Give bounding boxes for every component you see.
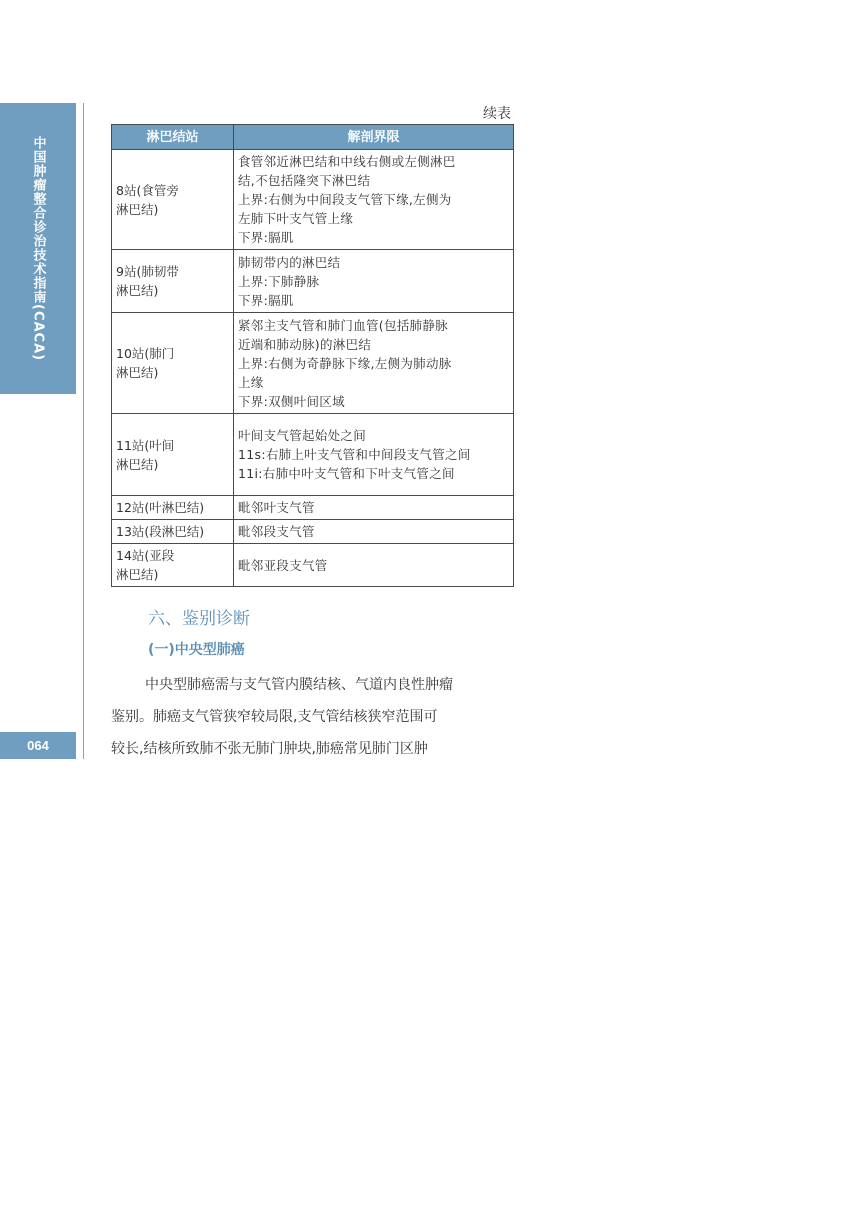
paragraph-line bbox=[111, 669, 515, 701]
station-text: 淋巴结) bbox=[116, 201, 159, 217]
boundary-cell bbox=[234, 313, 514, 414]
body-paragraph bbox=[111, 669, 515, 765]
lymph-node-station-table bbox=[111, 124, 514, 587]
boundary-text: 肺韧带内的淋巴结 bbox=[238, 254, 341, 270]
side-tab bbox=[0, 103, 76, 394]
station-cell bbox=[112, 150, 234, 250]
table-row bbox=[112, 250, 514, 313]
boundary-text: 叶间支气管起始处之间 bbox=[238, 428, 367, 443]
margin-rule bbox=[83, 103, 84, 759]
boundary-cell bbox=[234, 520, 514, 544]
station-cell bbox=[112, 520, 234, 544]
table-row bbox=[112, 544, 514, 587]
station-cell bbox=[112, 544, 234, 587]
header-boundary: 解剖界限 bbox=[234, 125, 514, 150]
boundary-text: 上界:右侧为中间段支气管下缘,左侧为 bbox=[238, 192, 452, 207]
boundary-cell bbox=[234, 250, 514, 313]
station-text: 11站(叶间 bbox=[116, 437, 175, 453]
table-row bbox=[112, 313, 514, 414]
station-text: 8站(食管旁 bbox=[116, 182, 179, 198]
station-text: 淋巴结) bbox=[116, 283, 159, 298]
boundary-text: 下界:膈肌 bbox=[238, 292, 294, 308]
table-row bbox=[112, 520, 514, 544]
paragraph-text: 中央型肺癌需与支气管内膜结核、气道内良性肿瘤 bbox=[145, 677, 453, 693]
continued-label: 续表 bbox=[483, 106, 511, 122]
station-cell bbox=[112, 250, 234, 313]
section-title: 六、鉴别诊断 bbox=[148, 609, 250, 629]
table-row bbox=[112, 414, 514, 496]
boundary-text: 结,不包括隆突下淋巴结 bbox=[238, 173, 371, 188]
boundary-text: 毗邻段支气管 bbox=[238, 524, 315, 539]
header-station: 淋巴结站 bbox=[112, 125, 234, 150]
station-cell bbox=[112, 414, 234, 496]
station-text: 淋巴结) bbox=[116, 365, 159, 380]
boundary-text: 近端和肺动脉)的淋巴结 bbox=[238, 336, 372, 352]
station-cell bbox=[112, 496, 234, 520]
paragraph-text: 较长,结核所致肺不张无肺门肿块,肺癌常见肺门区肿 bbox=[111, 741, 428, 757]
page-number: 064 bbox=[0, 732, 76, 759]
boundary-text: 11i:右肺中叶支气管和下叶支气管之间 bbox=[238, 466, 455, 481]
station-text: 12站(叶淋巴结) bbox=[116, 500, 205, 515]
station-text: 9站(肺韧带 bbox=[116, 264, 179, 279]
table-row bbox=[112, 496, 514, 520]
station-text: 10站(肺门 bbox=[116, 346, 175, 361]
boundary-text: 毗邻亚段支气管 bbox=[238, 557, 328, 573]
boundary-text: 紧邻主支气管和肺门血管(包括肺静脉 bbox=[238, 317, 448, 333]
boundary-text: 左肺下叶支气管上缘 bbox=[238, 211, 354, 226]
boundary-text: 11s:右肺上叶支气管和中间段支气管之间 bbox=[238, 447, 471, 462]
table-header-row bbox=[112, 125, 514, 150]
paragraph-line bbox=[111, 733, 515, 765]
boundary-cell bbox=[234, 544, 514, 587]
paragraph-line bbox=[111, 701, 515, 733]
station-text: 淋巴结) bbox=[116, 456, 159, 472]
boundary-text: 下界:双侧叶间区域 bbox=[238, 393, 345, 409]
boundary-text: 上界:下肺静脉 bbox=[238, 273, 320, 289]
boundary-cell bbox=[234, 150, 514, 250]
station-text: 淋巴结) bbox=[116, 567, 159, 582]
boundary-text: 上缘 bbox=[238, 374, 264, 390]
subsection-title: (一)中央型肺癌 bbox=[148, 642, 245, 658]
boundary-text: 下界:膈肌 bbox=[238, 230, 294, 245]
boundary-text: 毗邻叶支气管 bbox=[238, 500, 315, 515]
station-cell bbox=[112, 313, 234, 414]
boundary-cell bbox=[234, 496, 514, 520]
boundary-cell bbox=[234, 414, 514, 496]
station-text: 14站(亚段 bbox=[116, 548, 175, 563]
side-tab-title: 中国肿瘤整合诊治技术指南(CACA) bbox=[30, 135, 46, 362]
paragraph-text: 鉴别。肺癌支气管狭窄较局限,支气管结核狭窄范围可 bbox=[111, 709, 438, 725]
boundary-text: 上界:右侧为奇静脉下缘,左侧为肺动脉 bbox=[238, 355, 452, 371]
table-row bbox=[112, 150, 514, 250]
boundary-text: 食管邻近淋巴结和中线右侧或左侧淋巴 bbox=[238, 154, 456, 169]
station-text: 13站(段淋巴结) bbox=[116, 524, 205, 539]
